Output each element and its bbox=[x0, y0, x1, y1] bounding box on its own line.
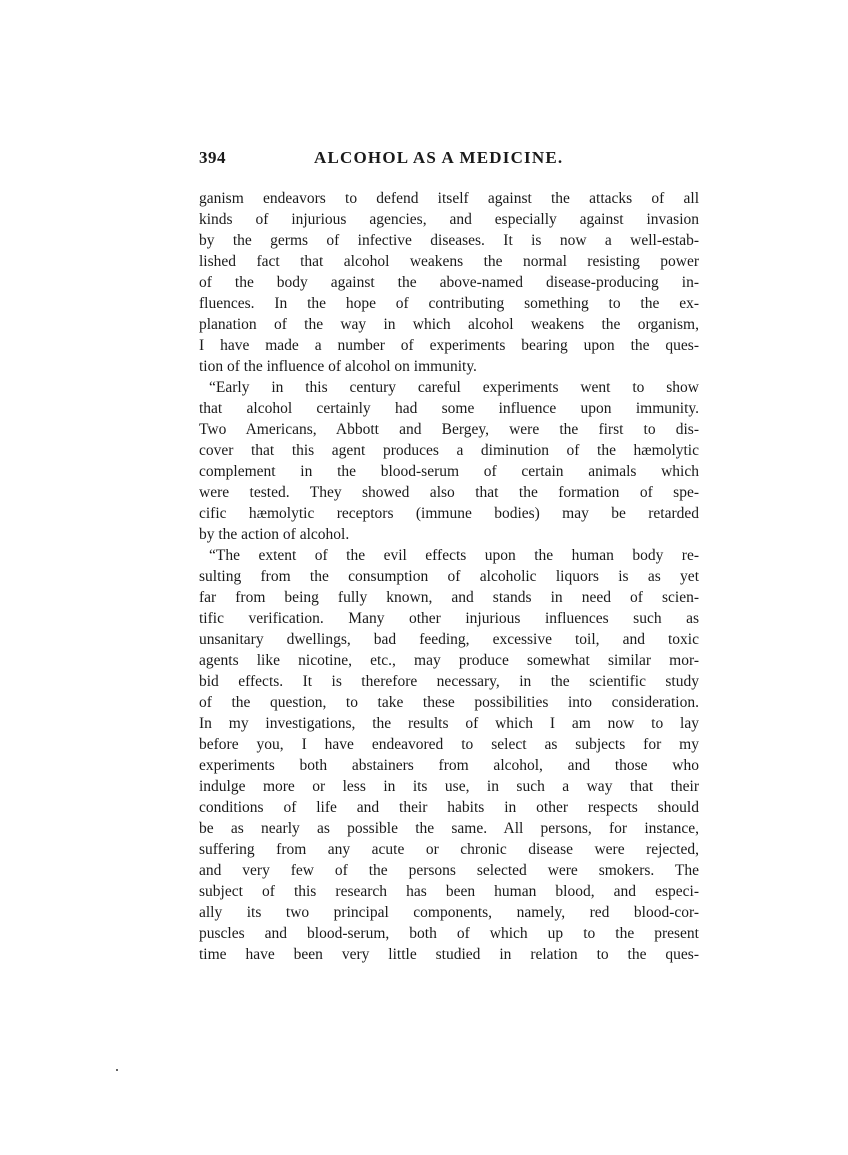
running-head: ALCOHOL AS A MEDICINE. bbox=[314, 148, 564, 167]
text-line: “Early in this century careful experiments went to show bbox=[209, 379, 699, 396]
text-line: complement in the blood-serum of certain animals which bbox=[199, 463, 699, 480]
text-line: unsanitary dwellings, bad feeding, excessive toil, and toxic bbox=[199, 631, 699, 648]
text-line: fluences. In the hope of contributing something to the ex- bbox=[199, 295, 699, 312]
text-line: were tested. They showed also that the formation of spe- bbox=[199, 484, 699, 501]
text-line: of the question, to take these possibilities into consideration. bbox=[199, 694, 699, 711]
text-line: tion of the influence of alcohol on immunity. bbox=[199, 358, 477, 375]
body-text bbox=[199, 188, 699, 965]
text-line: sulting from the consumption of alcoholic liquors is as yet bbox=[199, 568, 699, 585]
text-line: subject of this research has been human blood, and especi- bbox=[199, 883, 699, 900]
text-line: far from being fully known, and stands in need of scien- bbox=[199, 589, 699, 606]
text-line: that alcohol certainly had some influence upon immunity. bbox=[199, 400, 699, 417]
text-line: experiments both abstainers from alcohol, and those who bbox=[199, 757, 699, 774]
text-line: suffering from any acute or chronic disease were rejected, bbox=[199, 841, 699, 858]
text-line: tific verification. Many other injurious influences such as bbox=[199, 610, 699, 627]
text-line: lished fact that alcohol weakens the normal resisting power bbox=[199, 253, 699, 270]
text-line: “The extent of the evil effects upon the human body re- bbox=[209, 547, 699, 564]
text-line: In my investigations, the results of which I am now to lay bbox=[199, 715, 699, 732]
page-header bbox=[199, 148, 699, 172]
page-number: 394 bbox=[199, 148, 226, 167]
text-line: ally its two principal components, namely, red blood-cor- bbox=[199, 904, 699, 921]
text-line: ganism endeavors to defend itself against the attacks of all bbox=[199, 190, 699, 207]
text-line: of the body against the above-named disease-producing in- bbox=[199, 274, 699, 291]
text-line: time have been very little studied in relation to the ques- bbox=[199, 946, 699, 963]
text-line: and very few of the persons selected were smokers. The bbox=[199, 862, 699, 879]
text-line: indulge more or less in its use, in such a way that their bbox=[199, 778, 699, 795]
text-line: bid effects. It is therefore necessary, in the scientific study bbox=[199, 673, 699, 690]
text-line: I have made a number of experiments bearing upon the ques- bbox=[199, 337, 699, 354]
text-line: agents like nicotine, etc., may produce somewhat similar mor- bbox=[199, 652, 699, 669]
text-line: cover that this agent produces a diminution of the hæmolytic bbox=[199, 442, 699, 459]
text-line: conditions of life and their habits in other respects should bbox=[199, 799, 699, 816]
text-line: before you, I have endeavored to select as subjects for my bbox=[199, 736, 699, 753]
text-line: puscles and blood-serum, both of which up to the present bbox=[199, 925, 699, 942]
text-line: by the germs of infective diseases. It is now a well-estab- bbox=[199, 232, 699, 249]
text-line: kinds of injurious agencies, and especially against invasion bbox=[199, 211, 699, 228]
text-line: cific hæmolytic receptors (immune bodies) may be retarded bbox=[199, 505, 699, 522]
text-line: by the action of alcohol. bbox=[199, 526, 350, 543]
scan-speck bbox=[116, 1069, 118, 1071]
text-line: Two Americans, Abbott and Bergey, were the first to dis- bbox=[199, 421, 699, 438]
text-line: be as nearly as possible the same. All persons, for instance, bbox=[199, 820, 699, 837]
text-line: planation of the way in which alcohol weakens the organism, bbox=[199, 316, 699, 333]
